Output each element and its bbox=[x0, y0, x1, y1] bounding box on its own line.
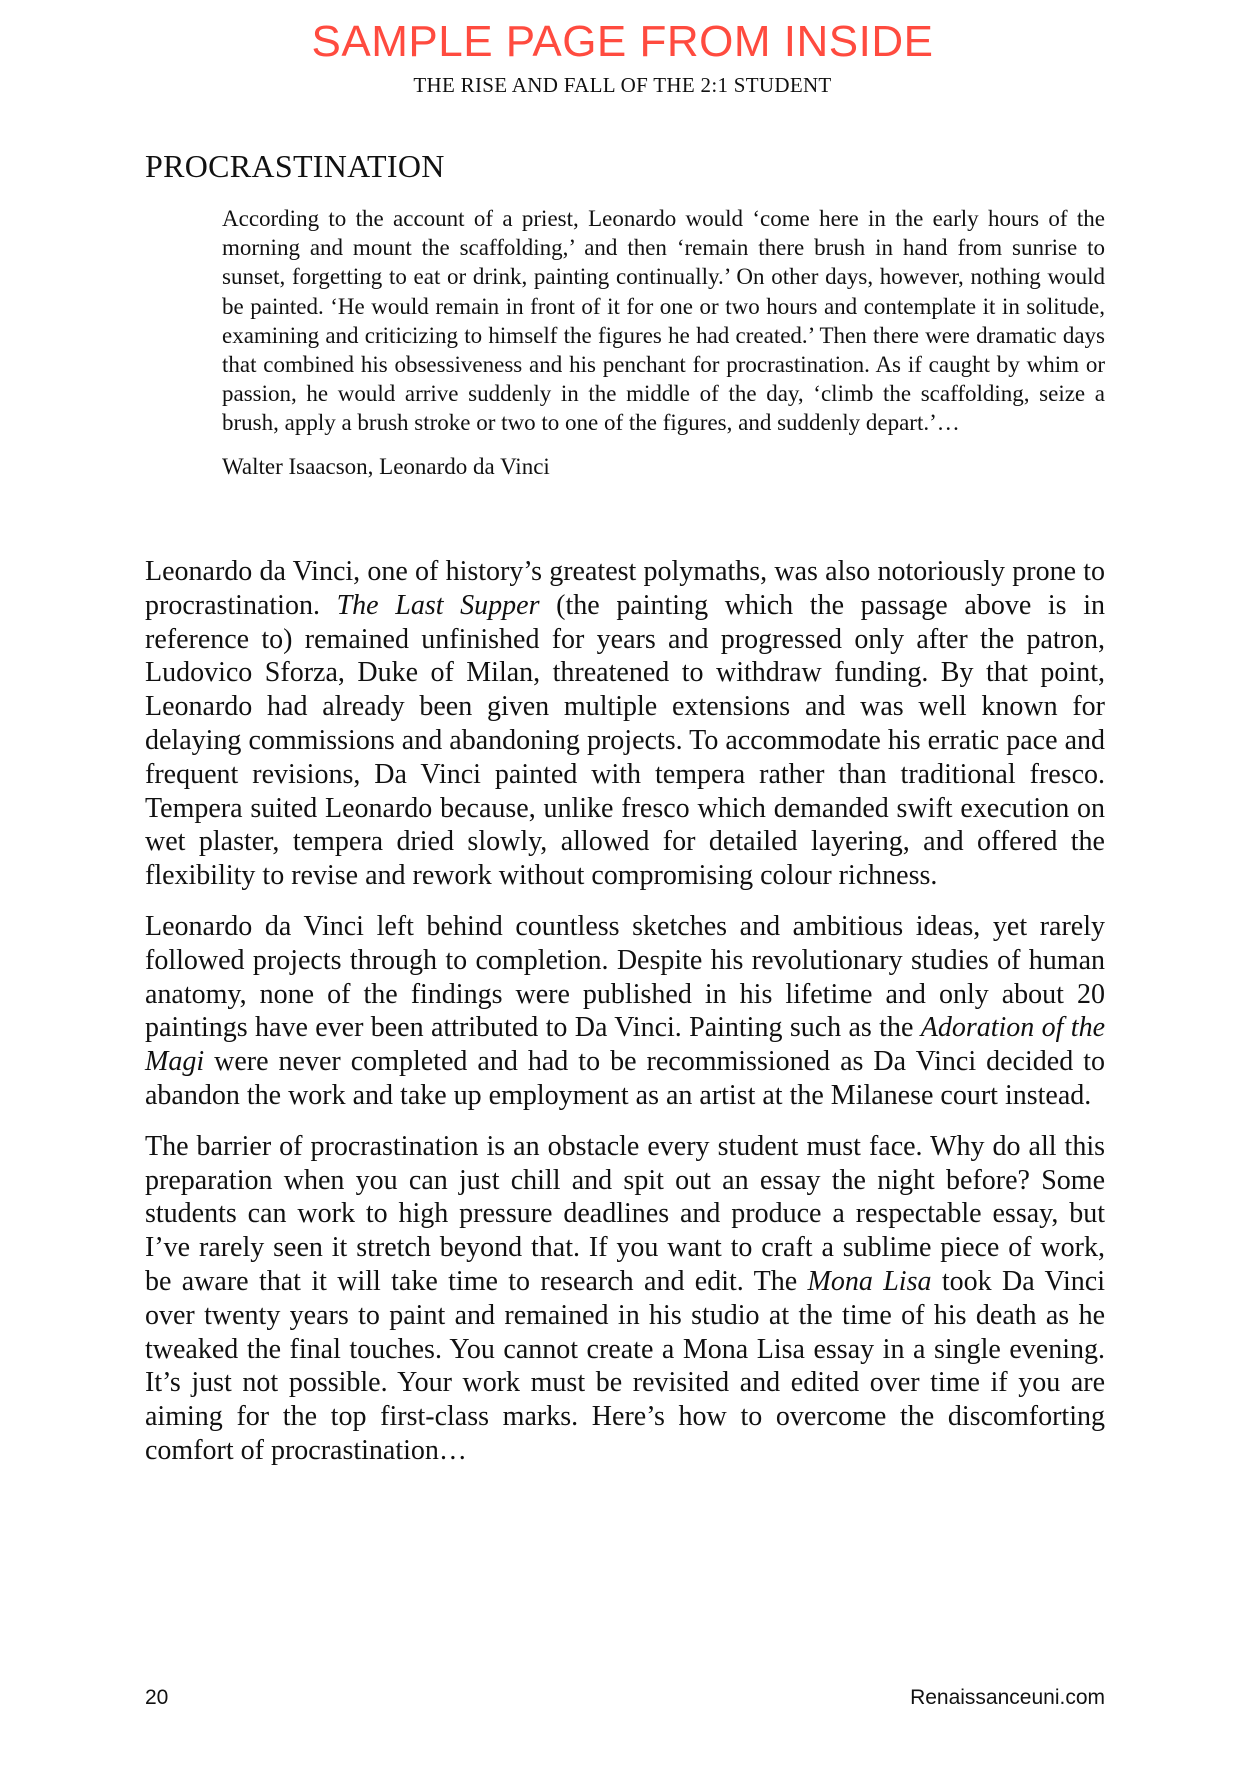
paragraph-text: took Da Vinci over twenty years to paint and remained in his studio at the time of his death as he tweaked the final touches. You cannot create a Mona Lisa essay in a single evening. It’s just not possible. Your work must be revisited and edited over time if you are aiming for the top first-class marks. Here’s how to overcome the discomforting comfort of procrastination… bbox=[145, 1265, 1106, 1466]
body-paragraph-3 bbox=[145, 1130, 1105, 1468]
footer-page-number: 20 bbox=[145, 1686, 169, 1709]
body-paragraph-1 bbox=[145, 555, 1105, 893]
artwork-title-last-supper: The Last Supper bbox=[336, 589, 540, 621]
book-running-head: THE RISE AND FALL OF THE 2:1 STUDENT bbox=[413, 73, 832, 97]
body-text bbox=[145, 555, 1105, 1485]
paragraph-text: The barrier of procrastination is an obstacle every student must face. Why do all this preparation when you can just chill and spit out an essay the night before? Some students can work to high pressure deadlines and produce a respectable essay, but I’ve rarely seen it stretch beyond that. If you want to craft a sublime piece of work, be aware that it will take time to research and edit. The bbox=[145, 1130, 1105, 1297]
artwork-title-mona-lisa: Mona Lisa bbox=[807, 1265, 932, 1297]
paragraph-text: were never completed and had to be recommissioned as Da Vinci decided to abandon the work and take up employment as an artist at the Milanese court instead. bbox=[145, 1046, 1105, 1111]
paragraph-text: (the painting which the passage above is in reference to) remained unfinished for years and progressed only after the patron, Ludovico Sforza, Duke of Milan, threatened to withdraw funding. By that point, Leonardo had already been given multiple extensions and was well known for delaying commissions and abandoning projects. To accommodate his erratic pace and frequent revisions, Da Vinci painted with tempera rather than traditional fresco. Tempera suited Leonardo because, unlike fresco which demanded swift execution on wet plaster, tempera dried slowly, allowed for detailed layering, and offered the flexibility to revise and rework without compromising colour richness. bbox=[145, 589, 1105, 892]
footer-website: Renaissanceuni.com bbox=[910, 1686, 1105, 1709]
epigraph-attribution: Walter Isaacson, Leonardo da Vinci bbox=[222, 453, 550, 479]
epigraph-quote: According to the account of a priest, Leonardo would ‘come here in the early hours of the morning and mount the scaffolding,’ and then ‘remain there brush in hand from sunrise to sunset, forgetting to eat or drink, painting continually.’ On other days, however, nothing would be painted. ‘He would remain in front of it for one or two hours and contemplate it in solitude, examining and criticizing to himself the figures he had created.’ Then there were dramatic days that combined his obsessiveness and his penchant for procrastination. As if caught by whim or passion, he would arrive suddenly in the middle of the day, ‘climb the scaffolding, seize a brush, apply a brush stroke or two to one of the figures, and suddenly depart.’… bbox=[222, 206, 1105, 436]
body-paragraph-2 bbox=[145, 910, 1105, 1113]
sample-page-banner: SAMPLE PAGE FROM INSIDE bbox=[311, 17, 934, 66]
paragraph-text: Leonardo da Vinci left behind countless sketches and ambitious ideas, yet rarely followed projects through to completion. Despite his revolutionary studies of human anatomy, none of the findings were published in his lifetime and only about 20 paintings have ever been attributed to Da Vinci. Painting such as the bbox=[145, 910, 1105, 1044]
chapter-title: PROCRASTINATION bbox=[145, 148, 445, 184]
epigraph-block bbox=[222, 204, 1105, 481]
paragraph-text: Leonardo da Vinci, one of history’s greatest polymaths, was also notoriously prone to procrastination. bbox=[145, 556, 1105, 621]
artwork-title-adoration-of-the-magi: Adoration of the Magi bbox=[145, 1012, 1106, 1078]
